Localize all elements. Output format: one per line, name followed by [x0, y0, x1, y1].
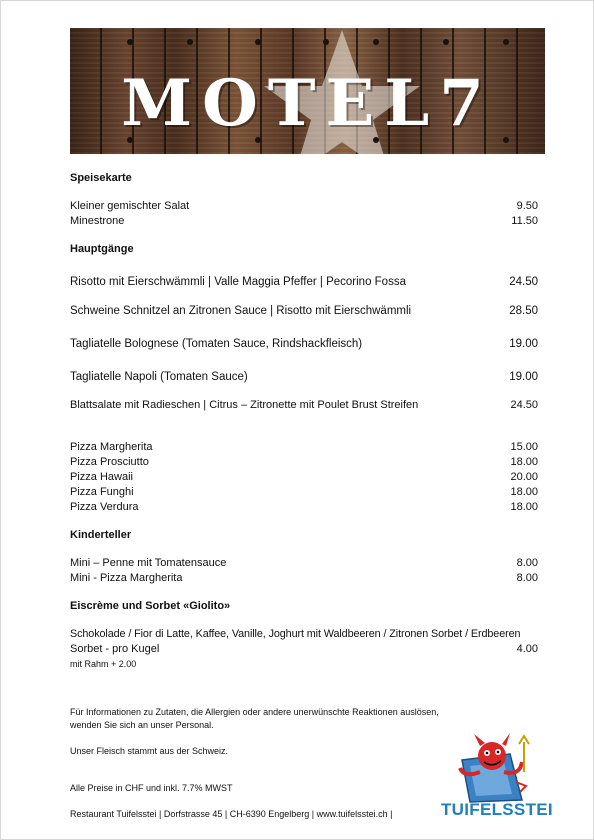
motel7-banner — [70, 28, 545, 154]
sorbet-price: 4.00 — [516, 643, 538, 655]
menu-item-name: Pizza Margherita — [70, 441, 153, 453]
allergy-note-line1: Für Informationen zu Zutaten, die Allergien oder andere unerwünschte Reaktionen auslösen, — [70, 707, 439, 717]
menu-item-price: 18.00 — [510, 456, 538, 468]
rahm-note: mit Rahm + 2.00 — [70, 659, 137, 669]
menu-item-name: Kleiner gemischter Salat — [70, 200, 190, 212]
price-note: Alle Preise in CHF und inkl. 7.7% MWST — [70, 783, 233, 793]
menu-item-price: 18.00 — [510, 501, 538, 513]
menu-item-price: 19.00 — [509, 371, 538, 383]
menu-item-price: 24.50 — [510, 399, 538, 411]
menu-item-price: 15.00 — [510, 441, 538, 453]
banner-logo-text: MOTEL7 — [121, 66, 494, 141]
menu-item-price: 9.50 — [516, 200, 538, 212]
allergy-note-line2: wenden Sie sich an unser Personal. — [70, 720, 214, 730]
section-heading-eiscreme: Eiscrème und Sorbet «Giolito» — [70, 600, 231, 612]
section-heading-hauptgaenge: Hauptgänge — [70, 243, 134, 255]
menu-item-name: Pizza Hawaii — [70, 471, 133, 483]
menu-item-name: Tagliatelle Bolognese (Tomaten Sauce, Rindshackfleisch) — [70, 338, 363, 350]
address-line: Restaurant Tuifelsstei | Dorfstrasse 45 | CH-6390 Engelberg | www.tuifelsstei.ch | — [70, 809, 393, 819]
menu-item-price: 11.50 — [511, 215, 538, 227]
menu-item-name: Schweine Schnitzel an Zitronen Sauce | Risotto mit Eierschwämmli — [70, 305, 412, 317]
menu-item-price: 20.00 — [510, 471, 538, 483]
menu-item-price: 18.00 — [510, 486, 538, 498]
meat-origin-note: Unser Fleisch stammt aus der Schweiz. — [70, 746, 229, 756]
icecream-flavors: Schokolade / Fior di Latte, Kaffee, Vanille, Joghurt mit Waldbeeren / Zitronen Sorbet / Erdbeeren — [70, 628, 521, 640]
menu-item-name: Mini – Penne mit Tomatensauce — [70, 557, 227, 569]
menu-item-name: Pizza Funghi — [70, 486, 134, 498]
menu-item-name: Tagliatelle Napoli (Tomaten Sauce) — [70, 371, 248, 383]
menu-item-price: 28.50 — [509, 305, 538, 317]
section-heading-speisekarte: Speisekarte — [70, 172, 132, 184]
menu-item-price: 8.00 — [516, 557, 538, 569]
menu-item-name: Risotto mit Eierschwämmli | Valle Maggia Pfeffer | Pecorino Fossa — [70, 276, 406, 288]
section-heading-kinderteller: Kinderteller — [70, 529, 132, 541]
menu-item-name: Minestrone — [70, 215, 125, 227]
menu-item-name: Pizza Verdura — [70, 501, 139, 513]
menu-item-name: Pizza Prosciutto — [70, 456, 149, 468]
menu-item-price: 8.00 — [516, 572, 538, 584]
menu-item-name: Blattsalate mit Radieschen | Citrus – Zitronette mit Poulet Brust Streifen — [70, 399, 419, 411]
menu-item-price: 19.00 — [509, 338, 538, 350]
menu-item-name: Mini - Pizza Margherita — [70, 572, 183, 584]
menu-item-price: 24.50 — [509, 276, 538, 288]
brand-wordmark: TUIFELSSTEI — [441, 800, 553, 819]
sorbet-label: Sorbet - pro Kugel — [70, 643, 160, 655]
